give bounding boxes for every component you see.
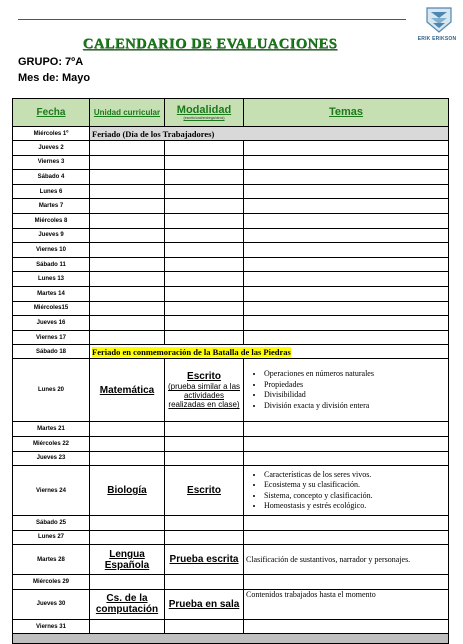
table-row [13,359,449,422]
table-row [13,228,449,243]
table-row [13,545,449,575]
topic-item: • Características de los seres vivos. [264,470,446,481]
date-cell: Viernes 3 [13,155,90,170]
date-cell: Miércoles 29 [13,575,90,590]
date-cell: Viernes 17 [13,330,90,345]
date-cell: Viernes 24 [13,466,90,516]
holiday-text: Feriado en conmemoración de la Batalla de las Piedras [92,346,291,357]
topics-cell [244,466,449,516]
topic-item: • Propiedades [264,380,446,391]
topic-item: • Divisibilidad [264,390,446,401]
date-cell: Jueves 2 [13,141,90,156]
topic-item: • Sistema, concepto y clasificación. [264,491,446,502]
topics-cell: Clasificación de sustantivos, narrador y personajes. [244,545,449,575]
table-row [13,141,449,156]
subject-cell: Lengua Española [90,545,165,575]
topic-item: • Homeostasis y estrés ecológico. [264,501,446,512]
table-row [13,436,449,451]
subject-cell: Biología [90,466,165,516]
holiday-cell [90,345,449,359]
page-title: CALENDARIO DE EVALUACIONES [82,36,338,52]
topic-item: • División exacta y división entera [264,401,446,412]
table-row [13,575,449,590]
topic-item: • Ecosistema y su clasificación. [264,480,446,491]
table-row [13,184,449,199]
table-row [13,127,449,141]
table-row [13,345,449,359]
date-cell: Sábado 4 [13,170,90,185]
date-cell: Lunes 6 [13,184,90,199]
header-modalidad-label: Modalidad [176,103,232,116]
header-temas: Temas [244,99,449,127]
table-row [13,272,449,287]
date-cell: Martes 21 [13,422,90,437]
date-cell: Jueves 23 [13,451,90,466]
header-modalidad-sub: (escrito/oral/entrega/otros) [183,115,225,120]
date-cell: Miércoles 1º [13,127,90,141]
modality-cell: Prueba escrita [165,545,244,575]
table-row [13,330,449,345]
table-row [13,286,449,301]
logo-text: ERIK ERIKSON [417,36,457,42]
group-label: GRUPO: 7ºA [18,56,84,68]
modality-note: (prueba similar a las actividades realizadas en clase) [167,382,241,410]
modality-cell: Prueba en sala [165,589,244,619]
date-cell: Sábado 18 [13,345,90,359]
table-row [13,170,449,185]
topics-list [246,369,446,411]
table-row [13,466,449,516]
table-row [13,530,449,545]
topic-item: • Operaciones en números naturales [264,369,446,380]
topics-cell: Contenidos trabajados hasta el momento [244,589,449,619]
table-row [13,213,449,228]
date-cell: Miércoles15 [13,301,90,316]
date-cell: Martes 28 [13,545,90,575]
table-row [13,243,449,258]
header-modalidad [165,99,244,127]
table-row [13,589,449,619]
date-cell: Martes 14 [13,286,90,301]
date-cell: Lunes 20 [13,359,90,422]
date-cell: Jueves 30 [13,589,90,619]
table-row [13,257,449,272]
table-row [13,422,449,437]
header-unidad: Unidad curricular [90,99,165,127]
date-cell: Miércoles 22 [13,436,90,451]
date-cell: Sábado 11 [13,257,90,272]
table-row [13,199,449,214]
table-row [13,451,449,466]
date-cell: Viernes 31 [13,619,90,634]
table-row [13,516,449,531]
date-cell: Lunes 13 [13,272,90,287]
subject-cell: Cs. de la computación [90,589,165,619]
modality-label: Escrito [187,371,221,383]
topics-list [246,470,446,512]
table-row [13,301,449,316]
month-label: Mes de: Mayo [18,72,91,84]
date-cell: Jueves 16 [13,316,90,331]
date-cell: Lunes 27 [13,530,90,545]
evaluation-calendar-table [12,98,449,644]
date-cell: Martes 7 [13,199,90,214]
topics-cell [244,359,449,422]
table-row [13,316,449,331]
date-cell: Viernes 10 [13,243,90,258]
header-fecha: Fecha [13,99,90,127]
header-rule [18,19,406,20]
subject-cell: Matemática [90,359,165,422]
modality-cell: Escrito [165,466,244,516]
table-row [13,155,449,170]
date-cell: Sábado 25 [13,516,90,531]
modality-cell [165,359,244,422]
date-cell: Jueves 9 [13,228,90,243]
date-cell: Miércoles 8 [13,213,90,228]
table-row [13,619,449,634]
holiday-cell: Feriado (Día de los Trabajadores) [90,127,449,141]
